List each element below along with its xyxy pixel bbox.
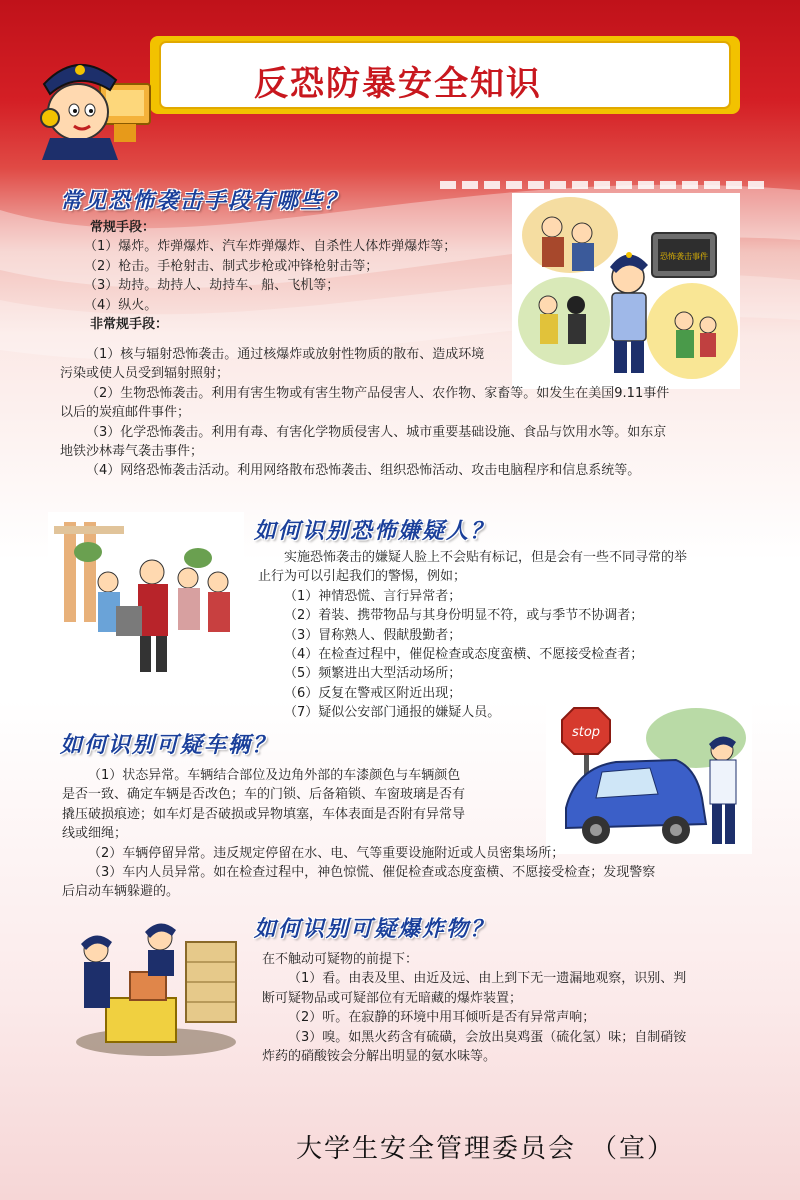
paragraph-line: （3）车内人员异常。如在检查过程中，神色惊慌、催促检查或态度蛮横、不愿接受检查；发现警察 bbox=[88, 865, 656, 881]
list-item: 地铁沙林毒气袭击事件； bbox=[60, 444, 204, 460]
list-item: （6）反复在警戒区附近出现； bbox=[284, 685, 462, 701]
stop-sign-text: stop bbox=[571, 725, 601, 740]
paragraph-line: 止行为可以引起我们的警惕，例如； bbox=[258, 569, 467, 585]
paragraph-line: 实施恐怖袭击的嫌疑人脸上不会贴有标记，但是会有一些不同寻常的举 bbox=[284, 550, 688, 565]
page-title: 反恐防暴安全知识 bbox=[254, 64, 542, 104]
list-item: （3）冒称熟人、假献殷勤者； bbox=[284, 627, 462, 643]
sign-text: 恐怖袭击事件 bbox=[660, 252, 708, 261]
section-heading-suspicious-explosives: 如何识别可疑爆炸物？ bbox=[254, 917, 495, 942]
paragraph-line: （1）看。由表及里、由近及远、由上到下无一遗漏地观察，识别、判 bbox=[288, 971, 687, 987]
list-item: （2）着装、携带物品与其身份明显不符，或与季节不协调者； bbox=[284, 608, 644, 624]
paragraph-line: （2）车辆停留异常。违反规定停留在水、电、气等重要设施附近或人员密集场所； bbox=[88, 845, 565, 861]
list-item: （7）疑似公安部门通报的嫌疑人员。 bbox=[284, 705, 501, 721]
list-item: 以后的炭疽邮件事件； bbox=[60, 405, 191, 421]
section1-unconventional bbox=[60, 345, 760, 481]
footer-organization: 大学生安全管理委员会 （宣） bbox=[296, 1134, 676, 1164]
section-heading-attack-methods: 常见恐怖袭击手段有哪些？ bbox=[60, 189, 349, 214]
paragraph-line: 断可疑物品或可疑部位有无暗藏的爆炸装置； bbox=[262, 990, 523, 1006]
list-item: （3）化学恐怖袭击。利用有毒、有害化学物质侵害人、城市重要基础设施、食品与饮用水等。如东京 bbox=[86, 424, 667, 440]
section2-body bbox=[258, 548, 778, 723]
section-heading-suspicious-vehicles: 如何识别可疑车辆？ bbox=[60, 733, 277, 758]
list-item: 污染或使人员受到辐射照射； bbox=[60, 366, 230, 382]
list-item: （4）在检查过程中，催促检查或态度蛮横、不愿接受检查者； bbox=[284, 647, 644, 663]
list-item: （4）网络恐怖袭击活动。利用网络散布恐怖袭击、组织恐怖活动、攻击电脑程序和信息系统等。 bbox=[86, 463, 641, 479]
paragraph-line: 在不触动可疑物的前提下： bbox=[262, 952, 419, 967]
decorative-stripes bbox=[440, 180, 770, 190]
section1-conventional bbox=[72, 218, 532, 334]
paragraph-line: 是否一致、确定车辆是否改色；车的门锁、后备箱锁、车窗玻璃是否有 bbox=[62, 787, 466, 803]
list-item: （2）枪击。手枪射击、制式步枪或冲锋枪射击等； bbox=[84, 258, 379, 274]
paragraph-line: 线或细绳； bbox=[62, 826, 128, 842]
paragraph-line: （2）听。在寂静的环境中用耳倾听是否有异常声响； bbox=[288, 1010, 596, 1026]
unconventional-label: 非常规手段： bbox=[90, 317, 169, 333]
illustration-explosive-check bbox=[56, 912, 246, 1062]
section-heading-identify-suspects: 如何识别恐怖嫌疑人？ bbox=[254, 519, 495, 544]
list-item: （3）劫持。劫持人、劫持车、船、飞机等； bbox=[84, 278, 340, 294]
conventional-label: 常规手段： bbox=[90, 220, 156, 235]
list-item: （1）神情恐慌、言行异常者； bbox=[284, 588, 462, 604]
paragraph-line: 后启动车辆躲避的。 bbox=[62, 884, 180, 900]
illustration-suspects bbox=[48, 512, 244, 682]
section3-body bbox=[62, 766, 762, 902]
paragraph-line: （3）嗅。如黑火药含有硫磺，会放出臭鸡蛋（硫化氢）味；自制硝铵 bbox=[288, 1029, 687, 1045]
list-item: （5）频繁进出大型活动场所； bbox=[284, 666, 462, 682]
paragraph-line: （1）状态异常。车辆结合部位及边角外部的车漆颜色与车辆颜色 bbox=[88, 768, 461, 783]
list-item: （4）纵火。 bbox=[84, 297, 158, 313]
list-item: （1）爆炸。炸弹爆炸、汽车炸弹爆炸、自杀性人体炸弹爆炸等； bbox=[84, 239, 457, 255]
list-item: （1）核与辐射恐怖袭击。通过核爆炸或放射性物质的散布、造成环境 bbox=[86, 347, 485, 362]
paragraph-line: 撬压破损痕迹；如车灯是否破损或异物填塞，车体表面是否附有异常导 bbox=[62, 806, 466, 822]
police-mascot-illustration bbox=[30, 40, 170, 160]
paragraph-line: 炸药的硝酸铵会分解出明显的氨水味等。 bbox=[262, 1049, 497, 1065]
section4-body bbox=[262, 950, 772, 1066]
list-item: （2）生物恐怖袭击。利用有害生物或有害生物产品侵害人、农作物、家畜等。如发生在美国9.11事件 bbox=[86, 385, 670, 401]
